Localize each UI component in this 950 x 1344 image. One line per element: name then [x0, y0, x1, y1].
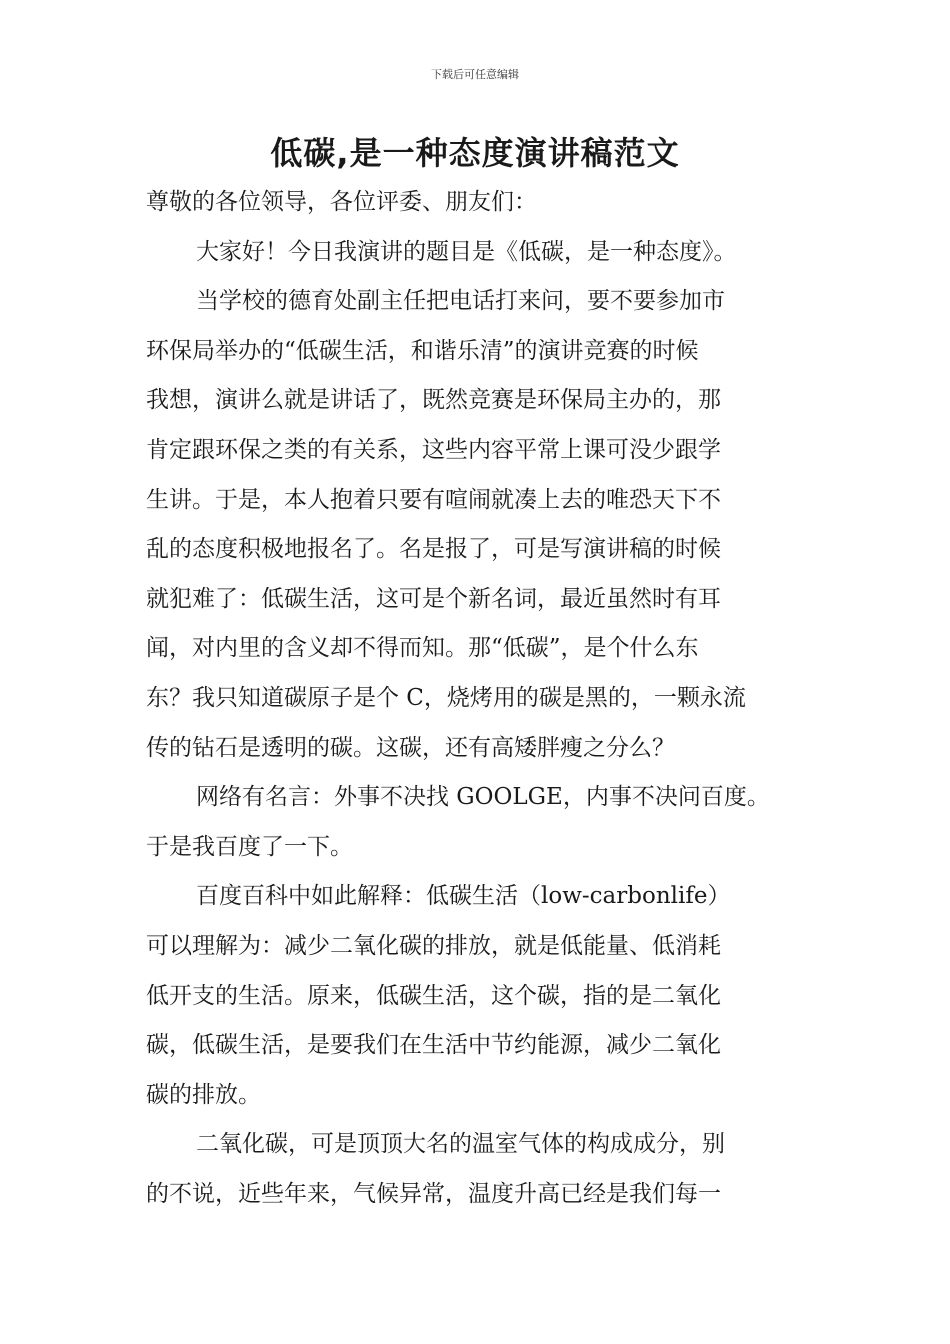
paragraph-line: 闻，对内里的含义却不得而知。那“低碳”，是个什么东: [146, 635, 699, 662]
paragraph-line: 我想，演讲么就是讲话了，既然竞赛是环保局主办的，那: [146, 387, 721, 414]
paragraph-line: 二氧化碳，可是顶顶大名的温室气体的构成成分，别: [196, 1131, 725, 1158]
paragraph-line: 肯定跟环保之类的有关系，这些内容平常上课可没少跟学: [146, 436, 721, 463]
paragraph-line: 低开支的生活。原来，低碳生活，这个碳，指的是二氧化: [146, 982, 721, 1009]
paragraph-line: 尊敬的各位领导，各位评委、朋友们：: [146, 189, 537, 215]
paragraph-line: 生讲。于是，本人抱着只要有喧闹就凑上去的唯恐天下不: [146, 486, 721, 513]
document-title: 低碳,是一种态度演讲稿范文: [270, 134, 680, 172]
paragraph-line: 乱的态度积极地报名了。名是报了，可是写演讲稿的时候: [146, 536, 721, 563]
paragraph-line: 碳，低碳生活，是要我们在生活中节约能源，减少二氧化: [146, 1032, 721, 1059]
paragraph-line: 可以理解为：减少二氧化碳的排放，就是低能量、低消耗: [146, 932, 721, 959]
paragraph-line: 的不说，近些年来，气候异常，温度升高已经是我们每一: [146, 1180, 721, 1207]
paragraph-line: 当学校的德育处副主任把电话打来问，要不要参加市: [196, 288, 725, 315]
paragraph-line: 大家好！今日我演讲的题目是《低碳，是一种态度》。: [196, 238, 737, 265]
document-body: [146, 178, 806, 1219]
paragraph-line: 环保局举办的“低碳生活，和谐乐清”的演讲竞赛的时候: [146, 337, 699, 364]
paragraph-line: 网络有名言：外事不决找 GOOLGE，内事不决问百度。: [196, 784, 770, 811]
paragraph-line: 碳的排放。: [146, 1081, 261, 1108]
paragraph-line: 就犯难了：低碳生活，这可是个新名词，最近虽然时有耳: [146, 585, 721, 612]
header-note: 下载后可任意编辑: [431, 68, 519, 81]
paragraph-line: 于是我百度了一下。: [146, 833, 353, 860]
paragraph-line: 百度百科中如此解释：低碳生活（low-carbonlife）: [196, 883, 731, 910]
paragraph-line: 传的钻石是透明的碳。这碳，还有高矮胖瘦之分么？: [146, 734, 675, 761]
paragraph-line: 东？我只知道碳原子是个 C，烧烤用的碳是黑的，一颗永流: [146, 684, 746, 711]
